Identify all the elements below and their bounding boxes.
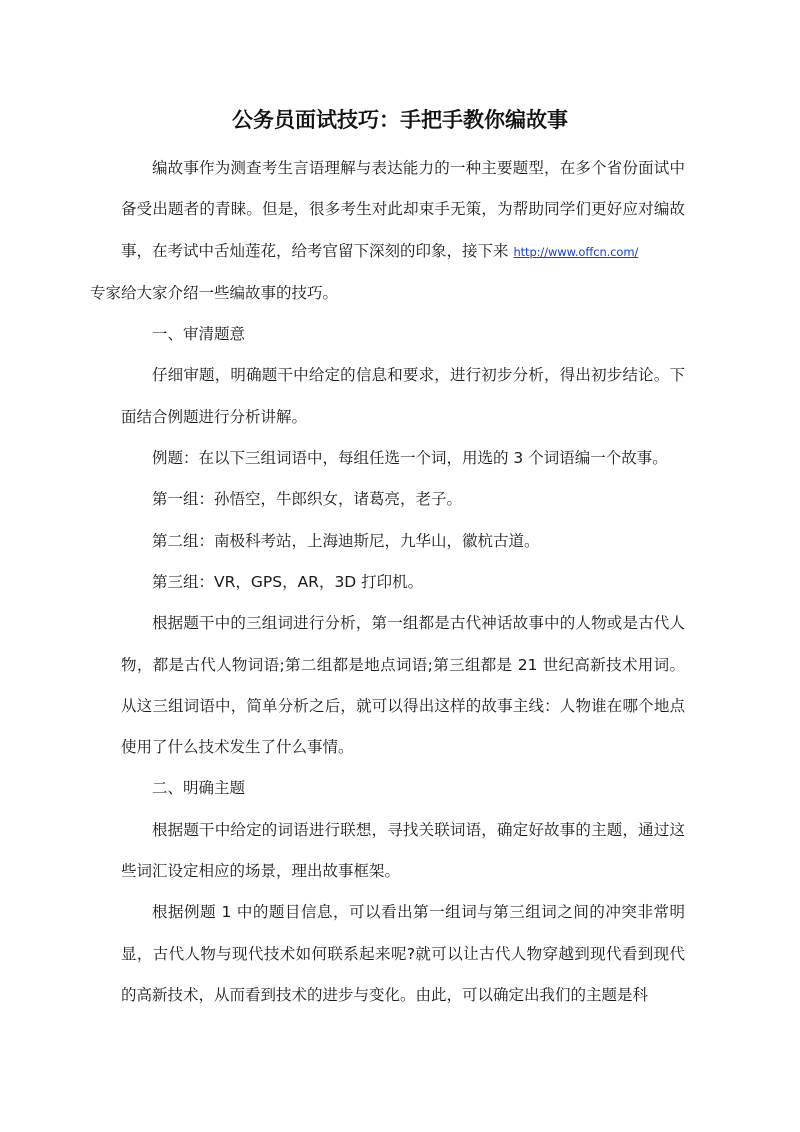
- intro-text-end: 专家给大家介绍一些编故事的技巧。: [90, 283, 339, 302]
- document-body: [90, 148, 685, 1016]
- section-heading-1: 一、审清题意: [152, 325, 246, 344]
- word-group-1: 第一组：孙悟空，牛郎织女，诸葛亮，老子。: [152, 490, 463, 509]
- paragraph-2: 根据题干中给定的词语进行联想，寻找关联词语，确定好故事的主题，通过这些词汇设定相应的场景，理出故事框架。: [121, 820, 685, 881]
- offcn-link[interactable]: http://www.offcn.com/: [513, 244, 639, 259]
- paragraph-1: 仔细审题，明确题干中给定的信息和要求，进行初步分析，得出初步结论。下面结合例题进行分析讲解。: [121, 366, 685, 426]
- intro-paragraph: [90, 148, 685, 314]
- document-title: 公务员面试技巧：手把手教你编故事: [232, 108, 568, 132]
- word-group-3: 第三组：VR，GPS，AR，3D 打印机。: [152, 572, 424, 591]
- intro-text: 编故事作为测查考生言语理解与表达能力的一种主要题型，在多个省份面试中备受出题者的青睐。但是，很多考生对此却束手无策，为帮助同学们更好应对编故事，在考试中舌灿莲花，给考官留下深刻的印象，接下来: [121, 159, 685, 260]
- word-group-2: 第二组：南极科考站，上海迪斯尼，九华山，徽杭古道。: [152, 531, 540, 550]
- paragraph-3: 根据例题 1 中的题目信息，可以看出第一组词与第三组词之间的冲突非常明显，古代人物与现代技术如何联系起来呢?就可以让古代人物穿越到现代看到现代的高新技术，从而看到技术的进步与变化。由此，可以确定出我们的主题是科: [121, 903, 685, 1004]
- analysis-paragraph: 根据题干中的三组词进行分析，第一组都是古代神话故事中的人物或是古代人物，都是古代人物词语;第二组都是地点词语;第三组都是 21 世纪高新技术用词。从这三组词语中，简单分析之后，就可以得出这样的故事主线：人物谁在哪个地点使用了什么技术发生了什么事情。: [121, 614, 685, 757]
- section-heading-2: 二、明确主题: [152, 779, 246, 798]
- example-question: 例题：在以下三组词语中，每组任选一个词，用选的 3 个词语编一个故事。: [152, 449, 668, 468]
